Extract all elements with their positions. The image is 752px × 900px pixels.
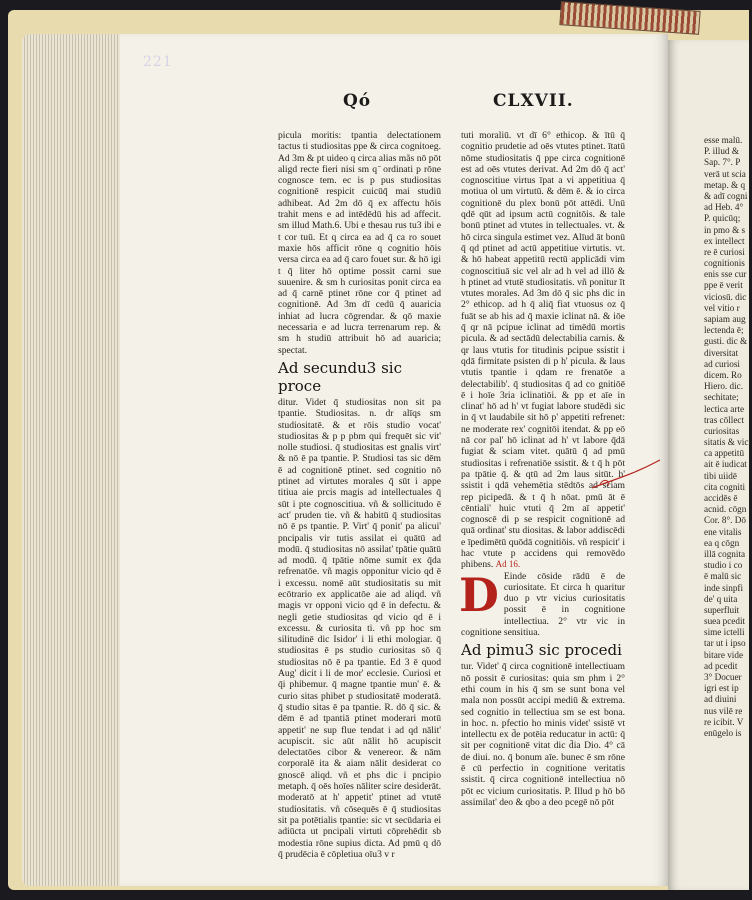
facing-page-line: P. quicūq; xyxy=(704,213,741,224)
facing-page-line: esse malū. xyxy=(704,135,743,145)
facing-page-line: superfluit xyxy=(704,604,740,615)
facing-page-line: tras cōllect xyxy=(704,414,745,425)
right-column-paragraph-2 xyxy=(459,567,625,639)
facing-page-line: gusti. dic & xyxy=(704,336,748,347)
left-column-rubric: Ad secundu3 sic proce xyxy=(278,358,402,395)
facing-page-line: & adī cogni xyxy=(704,190,748,201)
facing-page-line: Sap. 7°. P xyxy=(704,157,741,168)
facing-page-column xyxy=(704,135,752,739)
facing-page-line: tar ut i ipso xyxy=(704,638,746,649)
facing-page-line: re ē curiosi xyxy=(704,246,745,257)
facing-page-line: inde sinpfi xyxy=(704,582,744,593)
left-column xyxy=(278,130,441,860)
facing-page-line: in pmo & s xyxy=(704,224,746,235)
running-head-left: Qó xyxy=(343,91,372,111)
right-column-paragraph-1 xyxy=(461,130,625,571)
facing-page-line: bitare vide xyxy=(704,649,744,660)
page-edges xyxy=(22,34,132,886)
facing-page-line: ene vitalis xyxy=(704,526,742,537)
facing-page-line: ca appetitū xyxy=(704,448,745,459)
red-initial: D xyxy=(459,567,499,622)
facing-page-line: nus vilē re xyxy=(704,705,743,716)
facing-page-line: viciosū. dic xyxy=(704,291,747,302)
facing-page-line: dicem. Ro xyxy=(704,369,742,380)
facing-page-line: re icibit. V xyxy=(704,716,744,727)
facing-page-line: ppe ē verit xyxy=(704,280,743,291)
facing-page-line: ex intellect xyxy=(704,235,745,246)
facing-page-line: studio i co xyxy=(704,560,743,571)
left-column-paragraph-1: picula moritis: tpantia delectationem tactus ti studiositas ppe & circa cognitoeg. Ad 3m & pt uideo q circa alias mãs nō pōt aligd recte fieri nisi sm q ̄ ordinati p rōne cognosce tem. ec is p pus studiositas cognitionē respicit cuicūq̄ mai studiū adhibeat. Ad 2m dō q̄ ex affectu hōis trahit mens e ad intēdēdū his ad affecit. sm illud Math.6. Ubi e thesau rus tu3 ibi e t cor tuū. Et q circa ea ad q̄ ca ro souet maxie hōs afficit rōne q cognitio hōis versa circa ea ad q̄ caro fouet sur. & hō igi t q̄ liter hō optime possit carni sue suuenire. & sm h curiositas ponit circa ea ad q̄ carnē ptinet rōne cor q̄ ptinet ad cognitionē. Ad 3m dī cedū q̄ auaricia inhiat ad lucra cōgrendar. & qō maxie necessaria e ad lucra terrenarum rep. & sm h studiū attribuit hō ad auaricia; spectat. xyxy=(278,130,441,356)
facing-page-line: ad curiosi xyxy=(704,358,740,369)
facing-page-line: igri est ip xyxy=(704,683,739,694)
facing-page-line: accidēs ē xyxy=(704,493,738,503)
right-column-paragraph-3: tur. Videt' q̄ circa cognitionē intellectiuam nō possit ē curiositas: quia sm phm i 2° ethi coum in his q̄ sm se sunt bona vel mala non possūt accipi mediū & extrema. sed cognitio in tellectiua sm se est bona. in hoc. n. pfectio ho minis videt' ssistē vt intellectu ex d̄e potēia reducatur in actū: q̄ sit per cognitionē vitat dic d̄ia Dio. 4° cā de diui. no. q̄ bonum aīe. bunec ē sm rōne ē cū perfectio in cognitione veritatis ssistit. q̄ circa cognitionē intellectiua nō pōt ec vicium curiositatis. P. Illud p hō bō assimilat' deo & qbo a deo pcegē nō pōt xyxy=(461,661,625,808)
marginal-note: Ad 16. xyxy=(495,559,521,570)
facing-page-line: ad diuini xyxy=(704,694,737,705)
facing-page-line: ad pcedit xyxy=(704,660,738,671)
red-pen-flourish xyxy=(590,458,662,494)
facing-page-line: sitatis & vici xyxy=(704,437,751,448)
facing-page-line: verā ut scia xyxy=(704,168,746,179)
facing-page-line: enis sse cur xyxy=(704,269,747,280)
facing-page-line: diversitat xyxy=(704,347,739,358)
facing-page-line: cognitionis xyxy=(704,258,745,269)
facing-page-line: acnid. cōgn xyxy=(704,504,747,515)
facing-page-line: lectica arte xyxy=(704,403,745,414)
facing-page-line: lectenda ē; xyxy=(704,325,744,336)
folio-number: CLXVII. xyxy=(493,91,574,111)
facing-page-line: 3° Docuer xyxy=(704,672,742,682)
facing-page-line: ea q cōgn xyxy=(704,537,740,548)
facing-page-line: tibi uiidē xyxy=(704,470,737,481)
left-column-paragraph-2: ditur. Videt q̄ studiositas non sit pa tpantie. Studiositas. n. dr alīqs sm studiositatē. & et rōis studio vocat' studiositas & p p pbm qui frequēt sic vit' nolle studiosi. q̄ studiositas est gnalis virt' & nō ē pa tpantie. P. Studiosi tas sic dēm ē ad cognitionē ptinet. sed cognitio nō ptinet ad virtutes morales q̄ sūt i appe titiua aie prcis magis ad intellectuales q̄ sūt i pte cognoscitiua. vñ & sollicitudo ē act' pruden tie. vñ & habitū q̄ studiositas nō ē ps tpantie. P. Virt' q̄ ponit' pa alicui' pncipalis vir tutis assilat ei quātū ad modū. q̄ studiositas nō assilat' tpātie quātū ad modū. q̄ tpātie nōme sumit ex q̄da refrenatōe. vñ magis opponitur vicio qd ē i excessu. nomē aūt studiositatis su mit ecōtrario ex applicatōe aie ad aliqd. vñ magis vr opponi vicio qd ē in defectu. & negli getie studiositas qd vicio qd ē i excessu. & curiosita ti. vñ pp hoc sm silitudinē dic Isidor' i li ethi mologiar. q̄ studiositas ē ps studio curiositas sō q̄ studiositas nō ē pa tpantie. Ed 3 ē quod Aug' dicit i li de mor' ecclesie. Curiosi et q̄i phibemur. q̄ magne tpantie mun' ē. & curio sitas phibet p studiositatē moderatā. q̄ studio sitas ē pa tpantie. R. dō q̄ sic. & dēm ē ad tpantiā ptinet moderari motū appetit' ne sup flue tendat i ad qd nālit' acupiscit. sic aūt nālit hō acupiscit delectatōes cibor & venereor. & nām corporalē ita & aiam nālit desiderat co gnoscē aliqd. vñ et phs dic i pncipio metaph. q̄ oēs hoīes nāliter scire desiderāt. moderatō at h' appetit' ptinet ad vtutē studiositatis. vñ cōsequēs ē q̄ studiositas sit pa potētialis tpantie: sic vt secūdaria ei adiūcta ut pncipali virtuti cōprehēdit sb modestia rōne supius dicta. Ad pmū q dō q̄ prudēcia ē cōpletiua oīu3 v r xyxy=(278,396,441,860)
facing-page-line: curiositas xyxy=(704,425,740,436)
facing-page-line: metap. & q xyxy=(704,179,746,190)
facing-page-line: de' q uita xyxy=(704,593,738,604)
facing-page-line: ad Heb. 4° xyxy=(704,202,744,213)
right-column-paragraph-1-text: tuti moraliū. vt dī 6° ethicop. & ītū q̄ cognitio prudetie ad oēs vtutes ptinet. ītatū nōme studiositatis q̄ ppe circa cognitionē est ad oēs vtutes derivat. Ad 2m dō q̄ act' cognoscitiue virtus īpat a vi appetitiua q̄ motiua ol um virtutū. & dēm ē. & io circa cognitionē du plex bonū pōt attēdi. Unū qdē qūt ad ipsum actū cognitōis. & tale bonū ptinet ad vtutes in tellectuales. vt. & hō circa singula estimet vez. Alīud āt bonū q̄ qd ptinet ad actū appetitiue virtutis. vt. & hō habeat appetitū rectū applicādi vim cognoscitiuā sic vel alr ad h vel ad illō & h ptinet ad vtutē studiositatis. vñ ponitur īt vtutes morales. Ad 3m dō q̄ sic phs dic in 2° ethicop. ad h q̄ aliq̄ fiat vtuosus oz q̄ fuāt se ab his ad q̄ maxie iclinat nā. & iōe q̄ qr nā pcipue iclinat ad timēdū mortis picula. & ad sectādū delectabilia carnis. & qr laus vtutis for titudinis pcipue ssistit i qdā firmitate psisten di p h' picula. & laus vtutis tpantie i qdam re frenatōe a delectabilib'. q̄ studiositas q̄ ad co gnitiōē ē i hoīe 3ria iclinatiōi. & pp et aīe in clinat' hō ad h' vt fugiat labore studēdi sic in q̄ vt laudabile sit hō p' appetiti refrenet: ne moderate rex' cognitōi itendat. & pp eō nā cor pal' hō iclinat ad h' vt labore q̄dā fugiat & sciam vitet. quātū q̄ ad pmū studiositas i refrenatiōe ssistit. & t q̄ h pōt pa tpātie q̄. & qtū ad 2m laus sitūt. h' ssistit i qdā vehemētia stēdtōs ad sciam rep picipedā. & t q̄ h nōat. pmū āt ē cēntiali' huic vtuti q̄ 2m aī appetit' cognoscē di p se respicit cognitionē ad quā ordinat' stu diositas. & labor addiscēdi e īpedimētū quōdā cognitiōis. vñ respicit' i hac vtute p accidens qui removēdo phibens. xyxy=(461,130,625,571)
facing-page-line: sechitate; xyxy=(704,392,739,403)
facing-page-line: Cor. 8°. Dō xyxy=(704,515,746,526)
right-column-rubric: Ad pimu3 sic procedi xyxy=(461,641,622,660)
facing-page-line: Hiero. dic. xyxy=(704,381,744,392)
right-column-paragraph-2-text: Einde cōside rādū ē de curiositate. Et circa h quaritur duo p vtr vicius curiositatis possit ē in cognitione intellectiua. 2° vtr vic in cognitione sensitiua. xyxy=(461,570,625,639)
facing-page-line: P. illud & xyxy=(704,146,739,157)
facing-page-line: ait ē iudicat xyxy=(704,459,747,470)
facing-page-line: enūgelo is xyxy=(704,727,742,738)
facing-page-line: sime ictelli xyxy=(704,627,745,638)
facing-page-line: sapiam aug xyxy=(704,314,746,324)
ghost-mark: 221 xyxy=(143,54,173,70)
facing-page-line: cita cogniti xyxy=(704,481,746,492)
facing-page-line: illā cognita xyxy=(704,548,746,559)
facing-page-line: ē malū sic xyxy=(704,571,742,582)
facing-page-line: vel vitio r xyxy=(704,302,740,313)
right-column xyxy=(459,130,625,808)
facing-page-line: suea pcedit xyxy=(704,616,746,627)
